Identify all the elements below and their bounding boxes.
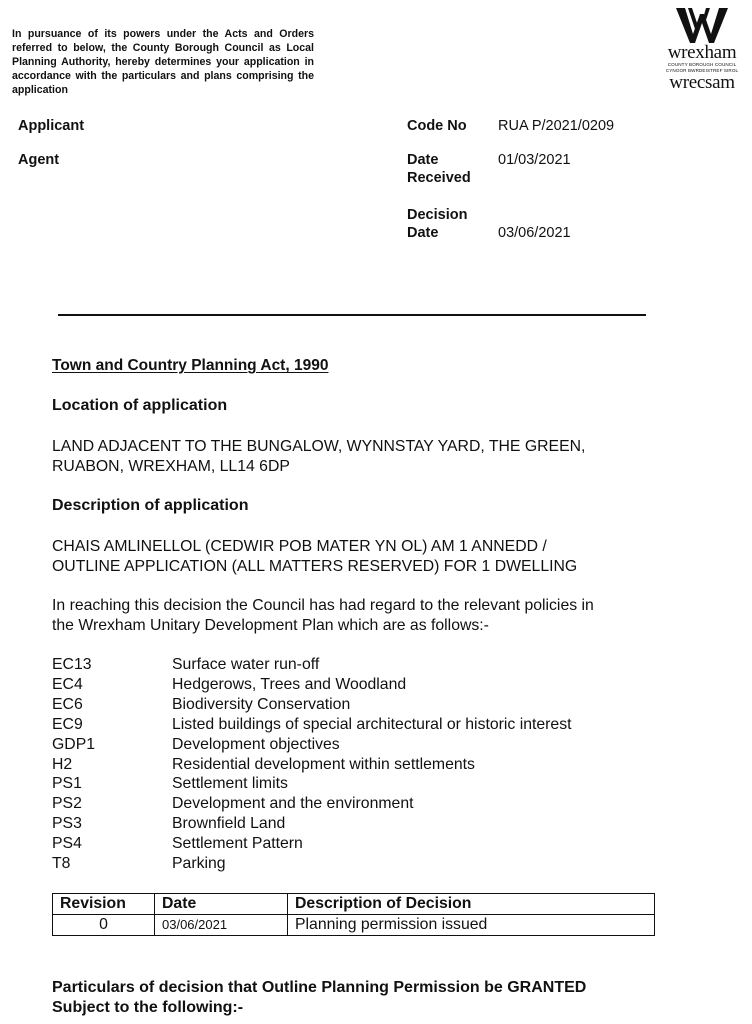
date-received-label-line1: Date bbox=[407, 152, 439, 168]
policy-intro-line-2: the Wrexham Unitary Development Plan which are as follows:- bbox=[52, 617, 489, 634]
logo-name-cy: wrecsam bbox=[669, 72, 735, 93]
policy-intro bbox=[52, 596, 702, 636]
divider-line bbox=[58, 314, 646, 316]
applicant-label: Applicant bbox=[18, 118, 85, 134]
policy-code: EC6 bbox=[52, 695, 83, 713]
description-heading: Description of application bbox=[52, 497, 249, 514]
location-line-2: RUABON, WREXHAM, LL14 6DP bbox=[52, 458, 290, 475]
description-cell: Planning permission issued bbox=[288, 915, 655, 936]
policy-title: Surface water run-off bbox=[172, 656, 320, 673]
list-item bbox=[52, 715, 572, 735]
council-logo bbox=[662, 6, 742, 94]
policy-code: PS2 bbox=[52, 795, 82, 813]
policy-title: Development objectives bbox=[172, 735, 340, 753]
decision-date-label-line1: Decision bbox=[407, 207, 468, 223]
description-line-2: OUTLINE APPLICATION (ALL MATTERS RESERVED) FOR 1 DWELLING bbox=[52, 558, 578, 575]
policy-title: Hedgerows, Trees and Woodland bbox=[172, 675, 407, 693]
policy-code: EC9 bbox=[52, 715, 83, 733]
list-item bbox=[52, 675, 572, 695]
decision-table bbox=[52, 893, 655, 936]
policy-code: H2 bbox=[52, 755, 73, 773]
act-title: Town and Country Planning Act, 1990 bbox=[52, 357, 329, 374]
logo-subtitle-en: COUNTY BOROUGH COUNCIL bbox=[667, 62, 737, 67]
particulars-line-1: Particulars of decision that Outline Planning Permission be GRANTED bbox=[52, 979, 587, 996]
list-item bbox=[52, 834, 572, 854]
policy-code: EC4 bbox=[52, 675, 83, 693]
particulars-line-2: Subject to the following:- bbox=[52, 999, 244, 1016]
list-item bbox=[52, 814, 572, 834]
list-item bbox=[52, 755, 572, 775]
policy-code: GDP1 bbox=[52, 735, 96, 753]
location-heading: Location of application bbox=[52, 397, 228, 414]
policy-title: Brownfield Land bbox=[172, 815, 286, 833]
list-item bbox=[52, 655, 572, 675]
description-line-1: CHAIS AMLINELLOL (CEDWIR POB MATER YN OL) AM 1 ANNEDD / bbox=[52, 538, 547, 555]
policy-title: Development and the environment bbox=[172, 795, 414, 813]
code-label: Code No bbox=[407, 118, 467, 134]
column-header-revision: Revision bbox=[53, 894, 155, 915]
policy-code: PS4 bbox=[52, 835, 82, 853]
list-item bbox=[52, 794, 572, 814]
policy-title: Residential development within settlements bbox=[172, 755, 475, 773]
agent-label: Agent bbox=[18, 152, 60, 168]
description-text bbox=[52, 537, 702, 577]
date-received-label-line2: Received bbox=[407, 170, 471, 186]
policy-code: PS1 bbox=[52, 775, 82, 793]
policy-list bbox=[52, 655, 572, 874]
date-received-value: 01/03/2021 bbox=[498, 152, 571, 168]
policy-code: EC13 bbox=[52, 656, 92, 673]
policy-title: Listed buildings of special architectural or historic interest bbox=[172, 715, 572, 733]
policy-title: Settlement Pattern bbox=[172, 835, 303, 853]
decision-date-value: 03/06/2021 bbox=[498, 225, 571, 241]
decision-date-label-line2: Date bbox=[407, 225, 439, 241]
table-header-row bbox=[53, 894, 655, 915]
particulars-heading bbox=[52, 978, 702, 1018]
list-item bbox=[52, 735, 572, 755]
location-text bbox=[52, 437, 702, 477]
policy-title: Biodiversity Conservation bbox=[172, 695, 351, 713]
policy-code: PS3 bbox=[52, 815, 82, 833]
table-row bbox=[53, 915, 655, 936]
list-item bbox=[52, 854, 572, 874]
list-item bbox=[52, 695, 572, 715]
logo-name: wrexham bbox=[667, 42, 737, 63]
policy-code: T8 bbox=[52, 855, 71, 873]
policy-title: Settlement limits bbox=[172, 775, 288, 793]
list-item bbox=[52, 774, 572, 794]
policy-title: Parking bbox=[172, 855, 226, 873]
date-cell: 03/06/2021 bbox=[155, 915, 288, 936]
logo-subtitle-cy: CYNGOR BWRDEISTREF SIROL bbox=[665, 68, 739, 73]
revision-cell: 0 bbox=[53, 915, 155, 936]
column-header-date: Date bbox=[155, 894, 288, 915]
policy-intro-line-1: In reaching this decision the Council has had regard to the relevant policies in bbox=[52, 597, 594, 614]
wrexham-w-emblem-icon bbox=[676, 6, 728, 44]
code-value: RUA P/2021/0209 bbox=[498, 118, 615, 134]
column-header-description: Description of Decision bbox=[288, 894, 655, 915]
location-line-1: LAND ADJACENT TO THE BUNGALOW, WYNNSTAY YARD, THE GREEN, bbox=[52, 438, 586, 455]
intro-text: In pursuance of its powers under the Acts and Orders referred to below, the County Borough Council as Local Planning Authority, hereby determines your application in accordance with the particulars and plans comprising the application bbox=[12, 28, 314, 96]
